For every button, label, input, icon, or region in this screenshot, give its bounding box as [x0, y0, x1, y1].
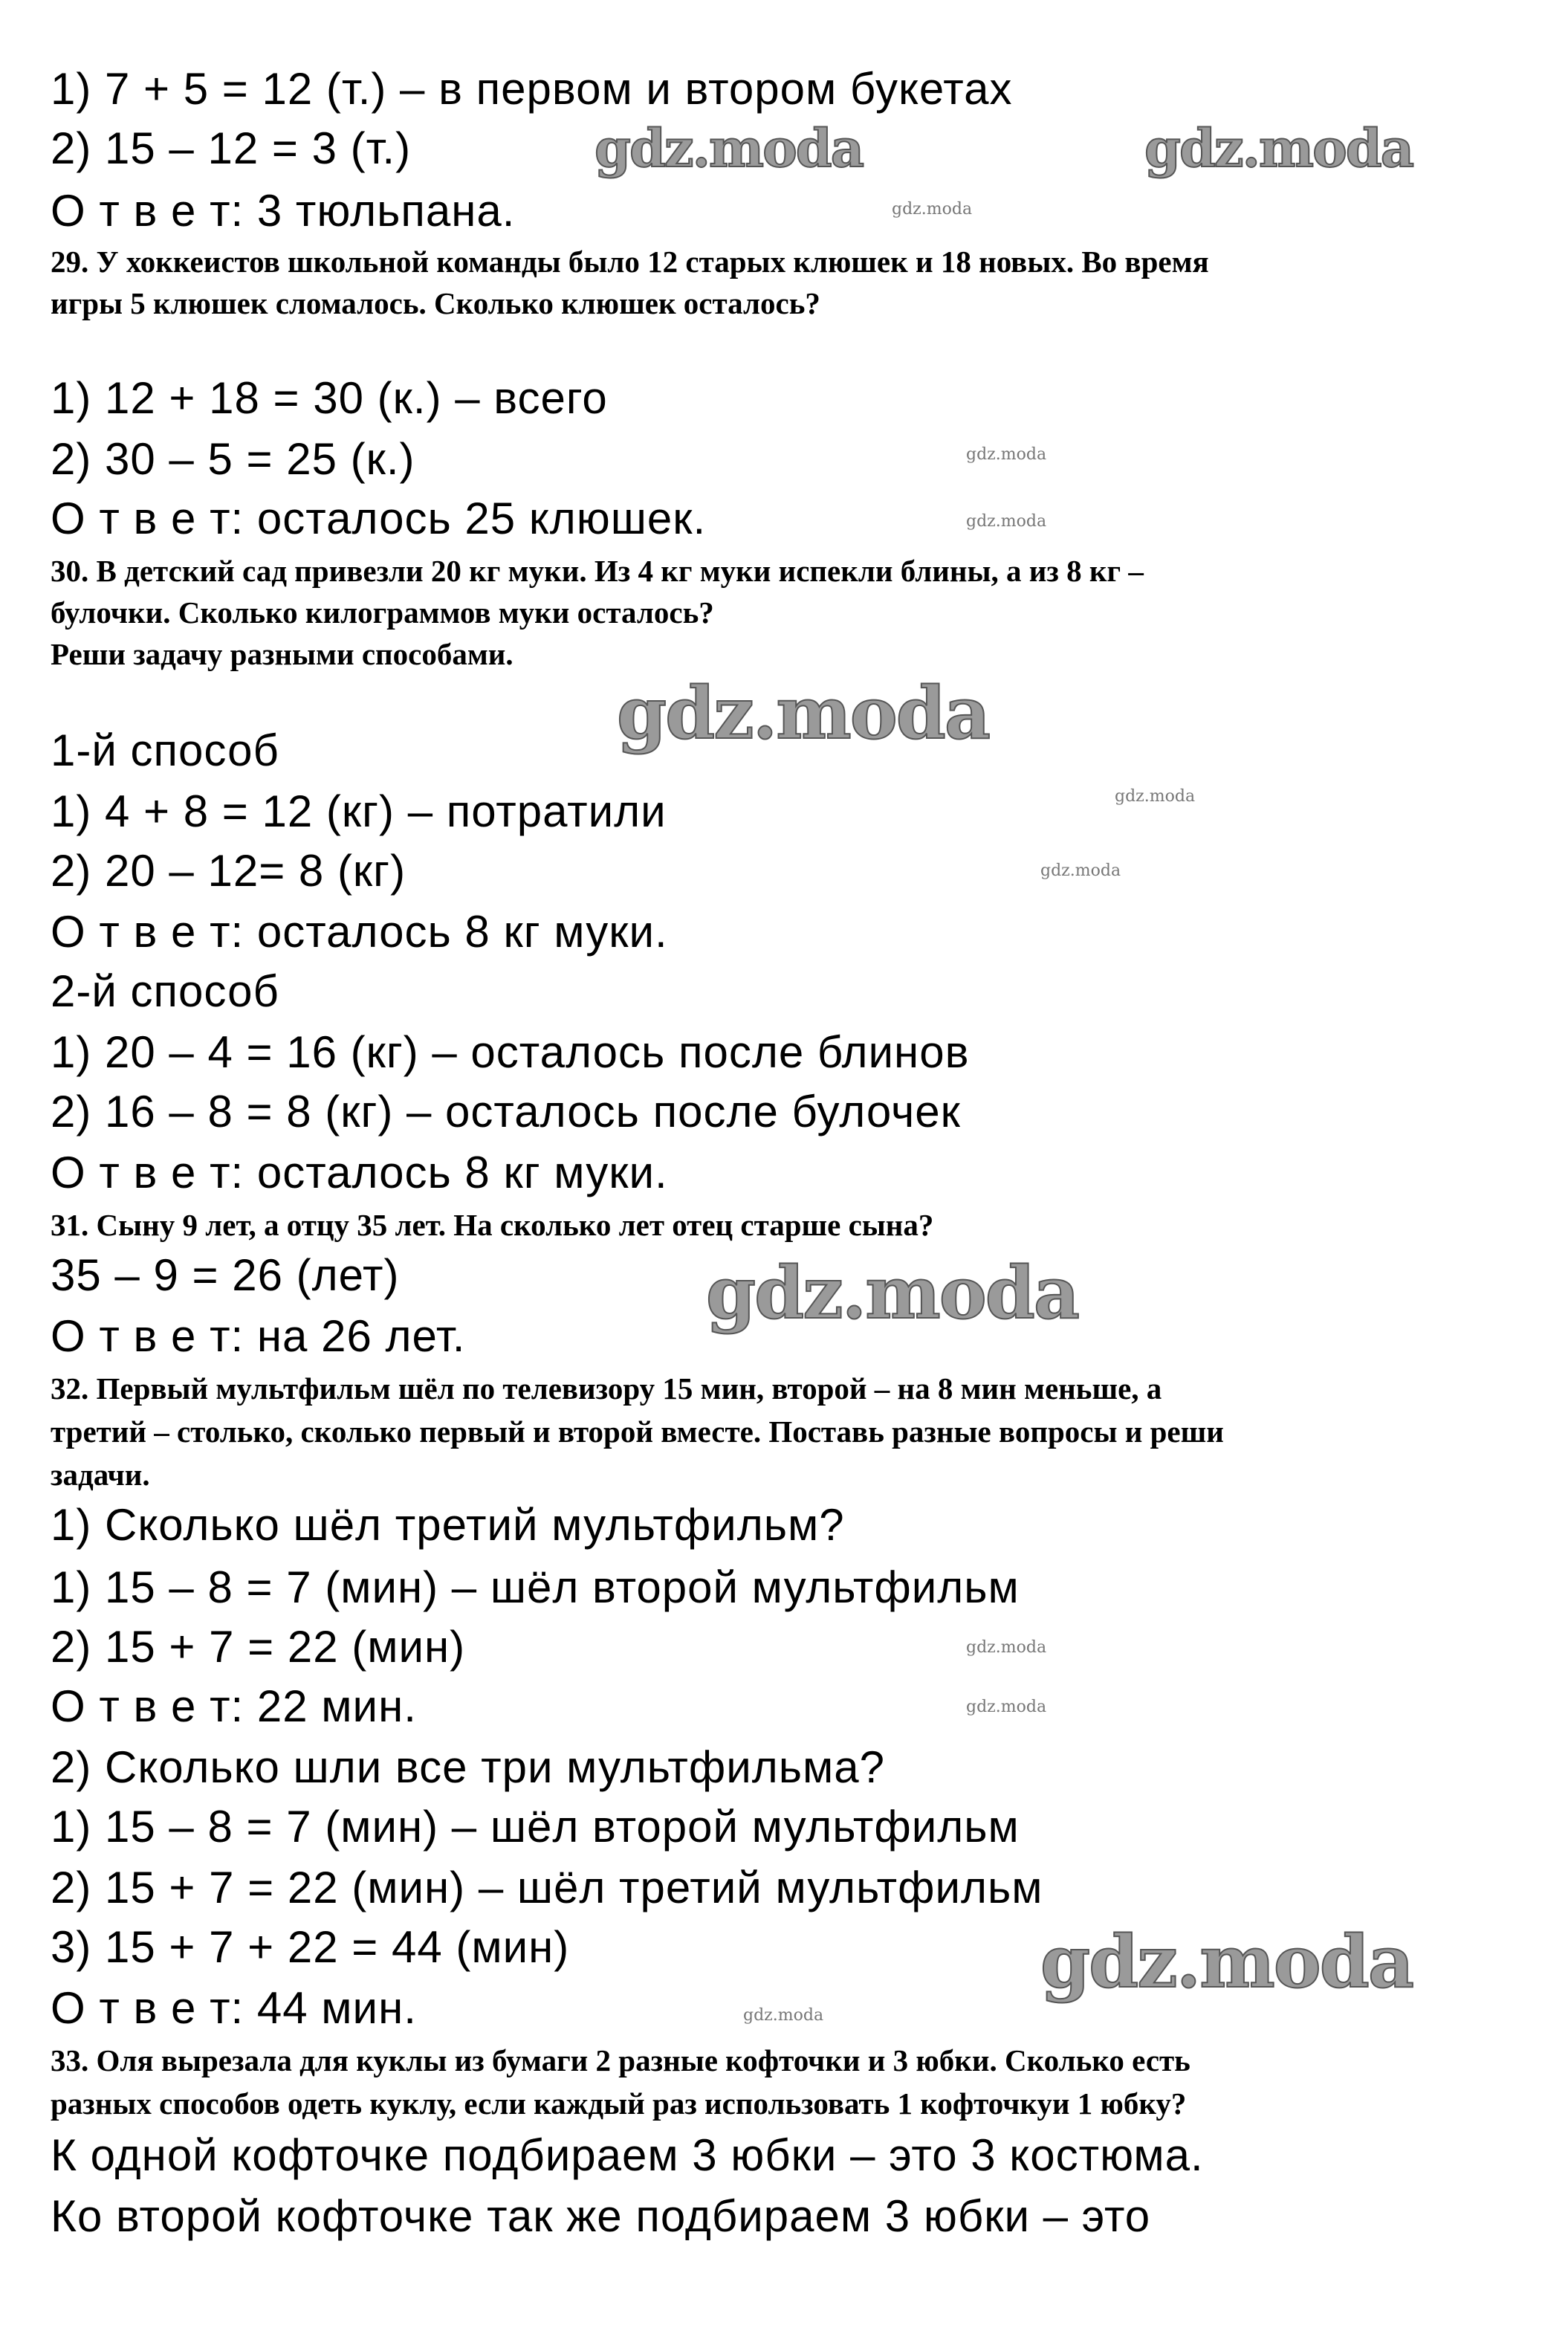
answer-line: 1) 15 – 8 = 7 (мин) – шёл второй мультфильм	[51, 1802, 1020, 1852]
answer-line: О т в е т: 3 тюльпана.	[51, 186, 516, 236]
answer-line: О т в е т: осталось 8 кг муки.	[51, 1148, 668, 1197]
watermark: gdz.moda	[595, 117, 864, 179]
problem-text: 31. Сыну 9 лет, а отцу 35 лет. На сколько лет отец старше сына?	[51, 1208, 934, 1242]
problem-text: Реши задачу разными способами.	[51, 637, 514, 671]
problem-text: булочки. Сколько килограммов муки осталось?	[51, 595, 714, 630]
answer-line: 2) Сколько шли все три мультфильма?	[51, 1742, 885, 1792]
answer-line: 2) 20 – 12= 8 (кг)	[51, 846, 406, 896]
watermark: gdz.moda	[1144, 117, 1413, 179]
problem-text: игры 5 клюшек сломалось. Сколько клюшек осталось?	[51, 286, 820, 320]
answer-line: 1) 7 + 5 = 12 (т.) – в первом и втором букетах	[51, 64, 1013, 114]
watermark: gdz.moda	[966, 1638, 1047, 1657]
answer-line: 3) 15 + 7 + 22 = 44 (мин)	[51, 1922, 570, 1972]
problem-text: 29. У хоккеистов школьной команды было 12 старых клюшек и 18 новых. Во время	[51, 245, 1209, 279]
watermark: gdz.moda	[966, 1698, 1047, 1716]
problem-text: задачи.	[51, 1458, 150, 1492]
answer-line: 35 – 9 = 26 (лет)	[51, 1250, 400, 1300]
answer-line: 2) 15 – 12 = 3 (т.)	[51, 123, 412, 173]
watermark: gdz.moda	[743, 2006, 824, 2025]
watermark: gdz.moda	[892, 200, 973, 219]
watermark: gdz.moda	[617, 671, 990, 755]
answer-line: 1) 12 + 18 = 30 (к.) – всего	[51, 373, 608, 423]
watermark: gdz.moda	[1040, 861, 1121, 880]
answer-line: К одной кофточке подбираем 3 юбки – это 3 костюма.	[51, 2130, 1204, 2180]
answer-line: 2-й способ	[51, 966, 279, 1016]
answer-line: О т в е т: 22 мин.	[51, 1681, 417, 1731]
watermark: gdz.moda	[1040, 1920, 1413, 2004]
answer-line: 1) 15 – 8 = 7 (мин) – шёл второй мультфильм	[51, 1562, 1020, 1612]
problem-text: разных способов одеть куклу, если каждый раз использовать 1 кофточкуи 1 юбку?	[51, 2086, 1187, 2121]
answer-line: 2) 16 – 8 = 8 (кг) – осталось после булочек	[51, 1087, 961, 1136]
answer-line: 2) 15 + 7 = 22 (мин)	[51, 1622, 466, 1672]
answer-line: 1) 4 + 8 = 12 (кг) – потратили	[51, 786, 667, 836]
answer-line: Ко второй кофточке так же подбираем 3 юбки – это	[51, 2191, 1151, 2241]
watermark: gdz.moda	[966, 445, 1047, 464]
answer-line: О т в е т: на 26 лет.	[51, 1311, 466, 1361]
watermark: gdz.moda	[1115, 787, 1196, 806]
problem-text: 32. Первый мультфильм шёл по телевизору 15 мин, второй – на 8 мин меньше, а	[51, 1371, 1162, 1406]
answer-line: 1) Сколько шёл третий мультфильм?	[51, 1500, 845, 1550]
answer-line: 2) 30 – 5 = 25 (к.)	[51, 434, 415, 484]
answer-line: 1-й способ	[51, 725, 279, 775]
answer-line: 2) 15 + 7 = 22 (мин) – шёл третий мультфильм	[51, 1863, 1043, 1912]
watermark: gdz.moda	[966, 512, 1047, 531]
answer-line: О т в е т: осталось 8 кг муки.	[51, 907, 668, 957]
watermark: gdz.moda	[706, 1251, 1079, 1335]
answer-line: О т в е т: 44 мин.	[51, 1983, 417, 2033]
problem-text: третий – столько, сколько первый и второй вместе. Поставь разные вопросы и реши	[51, 1414, 1224, 1449]
answer-line: 1) 20 – 4 = 16 (кг) – осталось после блинов	[51, 1027, 970, 1077]
problem-text: 30. В детский сад привезли 20 кг муки. Из 4 кг муки испекли блины, а из 8 кг –	[51, 554, 1144, 588]
answer-line: О т в е т: осталось 25 клюшек.	[51, 494, 707, 543]
problem-text: 33. Оля вырезала для куклы из бумаги 2 разные кофточки и 3 юбки. Сколько есть	[51, 2043, 1190, 2077]
